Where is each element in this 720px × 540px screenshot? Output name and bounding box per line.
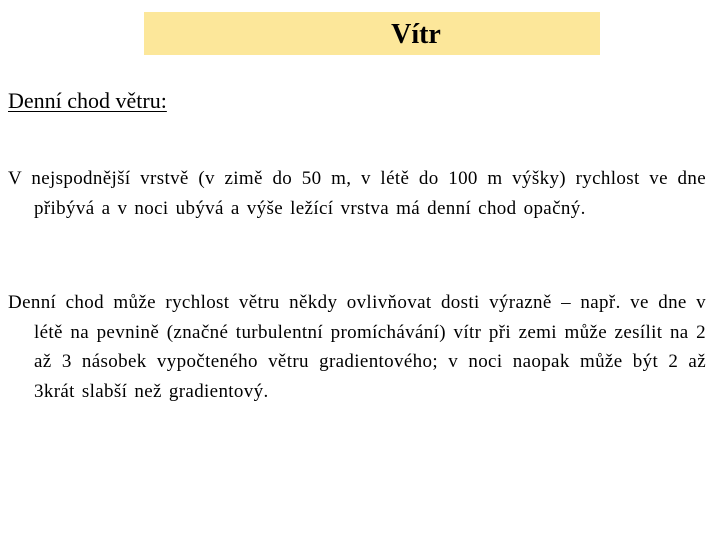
paragraph-lower-layer: V nejspodnější vrstvě (v zimě do 50 m, v létě do 100 m výšky) rychlost ve dne přibývá a v noci ubývá a výše ležící vrstva má denní chod opačný.: [8, 168, 706, 219]
title-banner: [144, 12, 600, 55]
slide-title: Vítr: [391, 18, 441, 50]
paragraph-daily-variation: Denní chod může rychlost větru někdy ovlivňovat dosti výrazně – např. ve dne v létě na pevnině (značné turbulentní promíchávání) vítr při zemi může zesílit na 2 až 3 násobek vypočteného větru gradientového; v noci naopak může být 2 až 3krát slabší než gradientový.: [8, 292, 706, 402]
section-heading: Denní chod větru:: [8, 88, 167, 113]
